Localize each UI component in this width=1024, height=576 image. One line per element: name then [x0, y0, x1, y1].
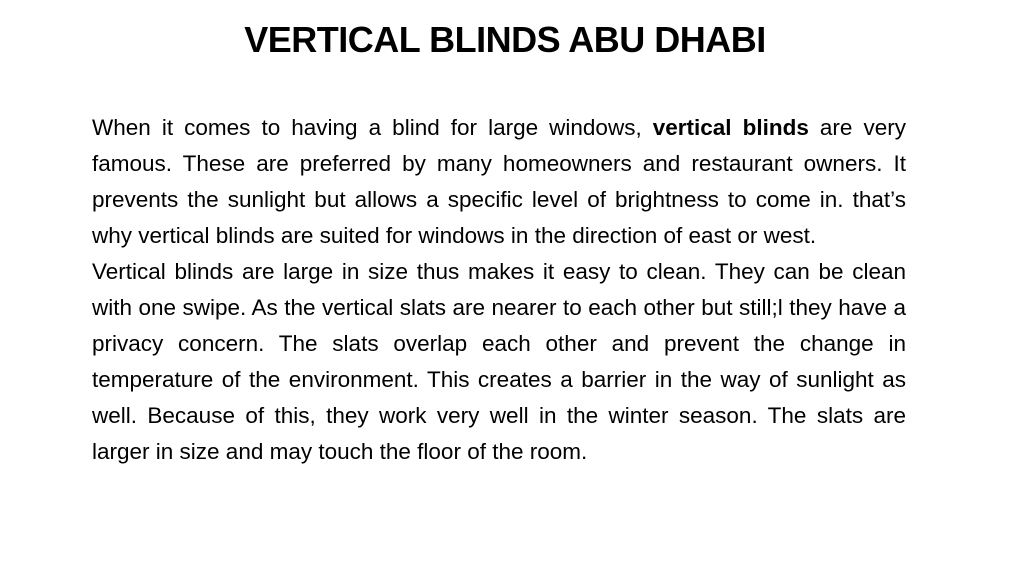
slide-body — [92, 110, 906, 470]
paragraph-1 — [92, 110, 906, 254]
paragraph-1-bold-term: vertical blinds — [652, 115, 809, 140]
slide-title: VERTICAL BLINDS ABU DHABI — [244, 19, 766, 60]
paragraph-2: Vertical blinds are large in size thus makes it easy to clean. They can be clean with one swipe. As the vertical slats are nearer to each other but still;l they have a privacy concern. The slats overlap each other and prevent the change in temperature of the environment. This creates a barrier in the way of sunlight as well. Because of this, they work very well in the winter season. The slats are larger in size and may touch the floor of the room. — [92, 259, 906, 464]
paragraph-1-lead: When it comes to having a blind for large windows, — [92, 115, 653, 140]
paragraph-1-rest: are very famous. These are preferred by many homeowners and restaurant owners. It prevents the sunlight but allows a specific level of brightness to come in. that’s why vertical blinds are suited for windows in the direction of east or west. — [92, 115, 906, 248]
